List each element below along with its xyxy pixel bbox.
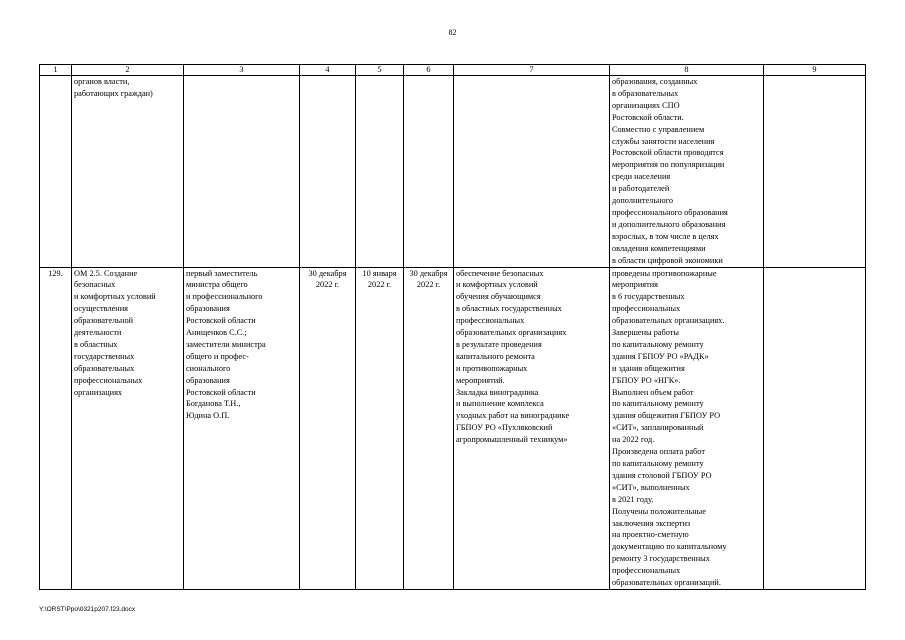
cell-text-line: здания ГБПОУ РО «РАДК» (612, 351, 709, 361)
cell-text-line: на 2022 год. (612, 435, 655, 445)
cell-text-line: в результате проведения (456, 339, 542, 349)
cell-text-line: Завершены работы (612, 328, 679, 338)
cell-text-line: Ростовской области. (612, 112, 684, 122)
column-header-9: 9 (764, 65, 866, 76)
cell-text-line: по капитальному ремонту (612, 399, 704, 409)
cell-text-line: здания общежития ГБПОУ РО (612, 411, 721, 421)
cell-text-line: Произведена оплата работ (612, 447, 705, 457)
cell-text-line: организациях СПО (612, 100, 680, 110)
column-header-7: 7 (454, 65, 610, 76)
cell-text-line: профессиональных (612, 304, 681, 314)
column-header-8: 8 (610, 65, 764, 76)
cont-cell-7 (454, 76, 610, 268)
cell-text-line: органов власти, (74, 77, 130, 86)
cell-text-line: 2022 г. (367, 280, 392, 290)
cell-text-line: Ростовской области (186, 316, 256, 326)
cell-text-line: и комфортных условий (456, 280, 538, 290)
table-row-129 (40, 267, 866, 589)
footer-file-path: Y:\ORST\Ppo\0321p207.f23.docx (39, 606, 136, 613)
cell-text-line: образовательных (74, 363, 135, 373)
cell-text-line: овладения компетенциями (612, 243, 706, 253)
cell-text-line: и противопожарных (456, 363, 528, 373)
cell-text-line: Анищенков С.С.; (186, 328, 247, 338)
cont-cell-8 (610, 76, 764, 268)
expected-result-cell (454, 267, 610, 589)
column-header-2: 2 (72, 65, 184, 76)
cont-cell-2 (72, 76, 184, 268)
cell-text-line: образования (186, 304, 230, 314)
cell-text-line: здания столовой ГБПОУ РО (612, 470, 712, 480)
cell-text-line: сионального (186, 363, 231, 373)
cell-text-line: и здания общежития (612, 363, 685, 373)
cell-text-line: обеспечение безопасных (456, 268, 544, 278)
cell-text-line: заместители министра (186, 339, 266, 349)
cont-cell-3 (184, 76, 300, 268)
cell-text-line: в областных (74, 339, 118, 349)
cell-text-line: профессиональных (74, 375, 143, 385)
cell-text-line: осуществления (74, 304, 128, 314)
cell-text-line: в области цифровой экономики (612, 255, 723, 265)
cell-text-line: образовательной (74, 316, 134, 326)
cell-text-line: мероприятий. (456, 375, 505, 385)
cell-text-line: Закладка виноградника (456, 387, 539, 397)
cell-text-line: профессиональных (456, 316, 525, 326)
cell-text-line: Совместно с управлением (612, 124, 705, 134)
cell-text-line: ремонту 3 государственных (612, 554, 710, 564)
row-number-cell: 129. (40, 267, 72, 589)
cell-text-line: «СИТ», выполненных (612, 482, 690, 492)
cell-text-line: мероприятия (612, 280, 658, 290)
column-header-row (40, 65, 866, 76)
cell-text-line: 10 января (362, 268, 397, 278)
responsible-cell (184, 267, 300, 589)
cell-text-line: работающих граждан) (74, 88, 153, 98)
cell-text-line: ОМ 2.5. Создание (74, 268, 138, 278)
cell-text-line: Выполнен объем работ (612, 387, 694, 397)
cell-text-line: первый заместитель (186, 268, 258, 278)
cont-cell-9 (764, 76, 866, 268)
cell-text-line: обучения обучающимся (456, 292, 541, 302)
start-date-cell (356, 267, 404, 589)
cell-text-line: Ростовской области проводятся (612, 148, 724, 158)
cell-text-line: профессиональных (612, 566, 681, 576)
page-number: 82 (448, 28, 457, 37)
cell-text-line: дополнительного (612, 196, 674, 206)
cell-text-line: Получены положительные (612, 506, 706, 516)
report-table (39, 64, 866, 590)
cell-text-line: и работодателей (612, 184, 670, 194)
cell-text-line: и выполнение комплекса (456, 399, 544, 409)
cell-text-line: Богданова Т.Н., (186, 399, 241, 409)
cell-text-line: образования, созданных (612, 77, 698, 86)
cell-text-line: и профессионального (186, 292, 263, 302)
cell-text-line: профессионального образования (612, 207, 728, 217)
cell-text-line: ГБПОУ РО «Пухляковский (456, 423, 553, 433)
notes-cell (764, 267, 866, 589)
cont-cell-4 (300, 76, 356, 268)
cell-text-line: взрослых, в том числе в целях (612, 231, 719, 241)
cell-text-line: министра общего (186, 280, 248, 290)
column-header-6: 6 (404, 65, 454, 76)
cell-text-line: службы занятости населения (612, 136, 715, 146)
cell-text-line: по капитальному ремонту (612, 459, 704, 468)
column-header-1: 1 (40, 65, 72, 76)
cell-text-line: заключения экспертиз (612, 518, 691, 528)
cell-text-line: 2022 г. (315, 280, 340, 290)
cell-text-line: государственных (74, 351, 135, 361)
cont-cell-5 (356, 76, 404, 268)
cell-text-line: мероприятия по популяризации (612, 160, 725, 170)
cell-text-line: образовательных организаций. (612, 578, 721, 588)
cell-text-line: капитального ремонта (456, 351, 535, 361)
cell-text-line: образовательных организациях (456, 328, 567, 338)
column-header-3: 3 (184, 65, 300, 76)
cell-text-line: по капитальному ремонту (612, 339, 704, 349)
cell-text-line: в образовательных (612, 88, 679, 98)
cell-text-line: в областных государственных (456, 304, 562, 314)
cell-text-line: агропромышленный техникум» (456, 435, 568, 445)
cell-text-line: общего и профес- (186, 351, 249, 361)
cell-text-line: в 2021 году. (612, 494, 654, 504)
cell-text-line: и дополнительного образования (612, 219, 726, 229)
column-header-5: 5 (356, 65, 404, 76)
cell-text-line: ГБПОУ РО «НГК». (612, 375, 681, 385)
cell-text-line: организациях (74, 387, 123, 397)
cell-text-line: уходных работ на винограднике (456, 411, 570, 421)
end-date-cell (404, 267, 454, 589)
cell-text-line: деятельности (74, 328, 122, 338)
continuation-row (40, 76, 866, 268)
cont-cell-6 (404, 76, 454, 268)
column-header-4: 4 (300, 65, 356, 76)
planned-date-cell (300, 267, 356, 589)
actual-result-cell (610, 267, 764, 589)
cell-text-line: 30 декабря (308, 268, 347, 278)
cell-text-line: образовательных организациях. (612, 316, 725, 326)
cell-text-line: Ростовской области (186, 387, 256, 397)
cell-text-line: образования (186, 375, 230, 385)
event-name-cell (72, 267, 184, 589)
cell-text-line: на проектно-сметную (612, 530, 689, 540)
cell-text-line: «СИТ», запланированный (612, 423, 704, 433)
cell-text-line: в 6 государственных (612, 292, 685, 302)
cell-text-line: документацию по капитальному (612, 542, 727, 552)
cell-text-line: Юдина О.П. (186, 411, 230, 421)
cont-cell-1 (40, 76, 72, 268)
cell-text-line: и комфортных условий (74, 292, 156, 302)
cell-text-line: 30 декабря (409, 268, 448, 278)
cell-text-line: безопасных (74, 280, 116, 290)
cell-text-line: проведены противопожарные (612, 268, 717, 278)
cell-text-line: 2022 г. (416, 280, 441, 290)
cell-text-line: среди населения (612, 172, 671, 182)
